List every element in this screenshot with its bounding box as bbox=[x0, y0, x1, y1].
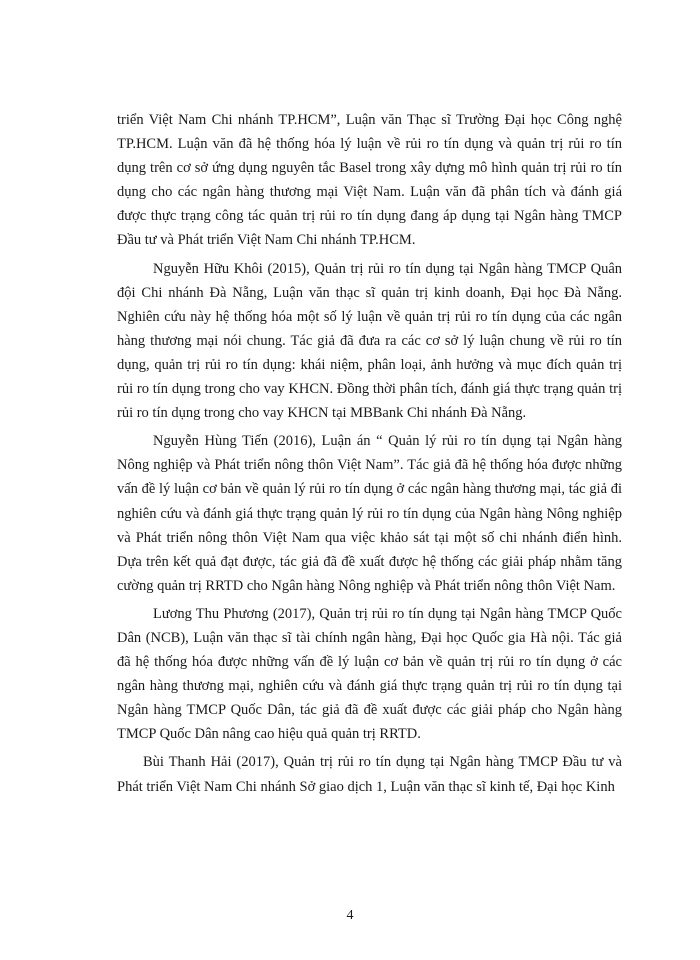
paragraph-nguyen-hung-tien: Nguyễn Hùng Tiến (2016), Luận án “ Quản lý rủi ro tín dụng tại Ngân hàng Nông nghiệp và Phát triển nông thôn Việt Nam”. Tác giả đã hệ thống hóa được những vấn đề lý luận cơ bản về quản lý rủi ro tín dụng ở các ngân hàng thương mại, tác giả đi nghiên cứu và đánh giá thực trạng quản lý rủi ro tín dụng của Ngân hàng Nông nghiệp và Phát triển nông thôn Việt Nam qua việc khảo sát tại một số chi nhánh điển hình. Dựa trên kết quả đạt được, tác giả đã đề xuất được hệ thống các giải pháp nhằm tăng cường quản trị RRTD cho Ngân hàng Nông nghiệp và Phát triển nông thôn Việt Nam. bbox=[117, 433, 622, 594]
paragraph-basel-thesis: triển Việt Nam Chi nhánh TP.HCM”, Luận văn Thạc sĩ Trường Đại học Công nghệ TP.HCM. Luận văn đã hệ thống hóa lý luận về rủi ro tín dụng và quản trị rủi ro tín dụng trên cơ sở ứng dụng nguyên tắc Basel trong xây dựng mô hình quản trị rủi ro tín dụng cho các ngân hàng thương mại Việt Nam. Luận văn đã phân tích và đánh giá được thực trạng công tác quản trị rủi ro tín dụng đang áp dụng tại Ngân hàng TMCP Đầu tư và Phát triển Việt Nam Chi nhánh TP.HCM. bbox=[117, 112, 622, 249]
body-text bbox=[117, 108, 622, 799]
paragraph-luong-thu-phuong: Lương Thu Phương (2017), Quản trị rủi ro tín dụng tại Ngân hàng TMCP Quốc Dân (NCB), Luận văn thạc sĩ tài chính ngân hàng, Đại học Quốc gia Hà nội. Tác giả đã hệ thống hóa được những vấn đề lý luận cơ bản về quản trị rủi ro tín dụng ở các ngân hàng thương mại, nghiên cứu và đánh giá thực trạng quản trị rủi ro tín dụng tại Ngân hàng TMCP Quốc Dân, tác giả đã đề xuất được các giải pháp cho Ngân hàng TMCP Quốc Dân nâng cao hiệu quả quản trị RRTD. bbox=[117, 605, 622, 743]
page-number: 4 bbox=[346, 908, 354, 923]
paragraph-bui-thanh-hai: Bùi Thanh Hải (2017), Quản trị rủi ro tín dụng tại Ngân hàng TMCP Đầu tư và Phát triển Việt Nam Chi nhánh Sở giao dịch 1, Luận văn thạc sĩ kinh tế, Đại học Kinh bbox=[117, 754, 622, 795]
paragraph-nguyen-huu-khoi: Nguyễn Hữu Khôi (2015), Quản trị rủi ro tín dụng tại Ngân hàng TMCP Quân đội Chi nhánh Đà Nẵng, Luận văn thạc sĩ quản trị kinh doanh, Đại học Đà Nẵng. Nghiên cứu này hệ thống hóa một số lý luận về quản trị rủi ro tín dụng của các ngân hàng thương mại nói chung. Tác giả đã đưa ra các cơ sở lý luận chung về rủi ro tín dụng, quản trị rủi ro tín dụng: khái niệm, phân loại, ảnh hưởng và mục đích quản trị rủi ro tín dụng trong cho vay KHCN. Đồng thời phân tích, đánh giá thực trạng quản trị rủi ro tín dụng trong cho vay KHCN tại MBBank Chi nhánh Đà Nẵng. bbox=[117, 260, 622, 422]
